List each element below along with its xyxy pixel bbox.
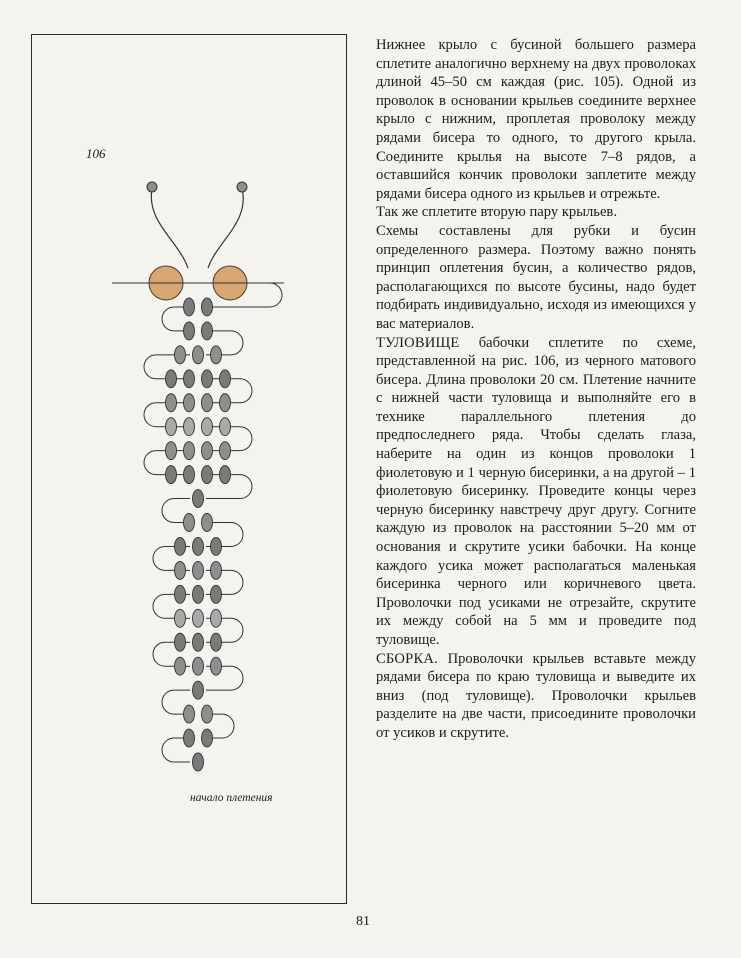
- bead: [202, 514, 213, 532]
- bead: [211, 346, 222, 364]
- bead: [193, 346, 204, 364]
- bead: [220, 394, 231, 412]
- bead: [220, 418, 231, 436]
- page-number: 81: [356, 914, 370, 929]
- bead: [175, 657, 186, 675]
- bead: [202, 705, 213, 723]
- paragraph: [376, 334, 696, 650]
- antenna-wire-left: [151, 188, 188, 268]
- antenna-tip-bead-left: [147, 182, 157, 192]
- bead: [193, 633, 204, 651]
- bead: [202, 394, 213, 412]
- bead: [184, 418, 195, 436]
- bead: [184, 370, 195, 388]
- section-heading: ТУЛОВИЩЕ: [376, 334, 460, 351]
- bead: [184, 705, 195, 723]
- paragraph: [376, 36, 696, 203]
- bead: [175, 346, 186, 364]
- bead: [202, 370, 213, 388]
- bead: [184, 729, 195, 747]
- bead: [184, 298, 195, 316]
- bead: [193, 561, 204, 579]
- paragraph-text: Проволочки крыльев вставьте между рядами бисера по краю туловища и выведите их вниз (под туловище). Проволочки крыльев разделите на две части, присоедините проволочки от усиков и скрутите.: [376, 650, 696, 741]
- bead: [211, 657, 222, 675]
- bead: [184, 514, 195, 532]
- bead: [202, 466, 213, 484]
- bead: [193, 537, 204, 555]
- antenna-wire-right: [208, 188, 243, 268]
- figure-number: 106: [86, 146, 106, 161]
- bead: [202, 418, 213, 436]
- bead: [211, 609, 222, 627]
- bead: [166, 442, 177, 460]
- figure-caption: начало плетения: [190, 792, 273, 804]
- paragraph-text: бабочки сплетите по схеме, представленной на рис. 106, из черного матового бисера. Длина проволоки 20 см. Плетение начните с нижней части туловища и выполняйте его в технике параллельного плетения до предпоследнего ряда. Чтобы сделать глаза, наберите на один из концов проволоки 1 фиолетовую и 1 черную бисеринки, а на другой – 1 фиолетовую бисеринку. Проведите концы через черную бисеринку навстречу друг другу. Согните каждую из проволок на расстоянии 5–20 мм от основания и скрутите усики бабочки. На конце каждого усика может располагаться маленькая бисеринка черного или коричневого цвета. Проволочки под усиками не отрезайте, скрутите их между собой на 5 мм и проведите под туловище.: [376, 334, 696, 648]
- bead: [175, 561, 186, 579]
- bead: [211, 537, 222, 555]
- bead: [193, 681, 204, 699]
- bead: [211, 561, 222, 579]
- bead: [193, 490, 204, 508]
- bead: [202, 729, 213, 747]
- bead: [166, 370, 177, 388]
- bead: [220, 466, 231, 484]
- bead: [166, 466, 177, 484]
- section-heading: СБОРКА.: [376, 650, 438, 667]
- bead: [202, 322, 213, 340]
- antenna-tip-bead-right: [237, 182, 247, 192]
- paragraph-text: Схемы составлены для рубки и бусин определенного размера. Поэтому важно понять принцип оплетения бусин, а количество рядов, располагающихся по высоте бусины, надо будет подбирать индивидуально, исходя из имеющихся у вас материалов.: [376, 222, 696, 332]
- bead: [166, 418, 177, 436]
- bead: [175, 609, 186, 627]
- bead: [202, 298, 213, 316]
- bead: [211, 633, 222, 651]
- paragraph: [376, 650, 696, 743]
- bead: [184, 394, 195, 412]
- paragraph: [376, 203, 696, 222]
- bead: [166, 394, 177, 412]
- bead: [193, 609, 204, 627]
- bead: [211, 585, 222, 603]
- bead: [202, 442, 213, 460]
- bead: [184, 322, 195, 340]
- bead: [184, 442, 195, 460]
- bead: [184, 466, 195, 484]
- bead: [193, 585, 204, 603]
- bead: [220, 442, 231, 460]
- bead: [193, 753, 204, 771]
- bead: [220, 370, 231, 388]
- paragraph-text: Нижнее крыло с бусиной большего размера сплетите аналогично верхнему на двух проволоках длиной 45–50 см каждая (рис. 105). Одной из проволок в основании крыльев соедините верхнее крыло с нижним, проплетая проволоку между рядами бисера то одного, то другого крыла. Соедините крылья на высоте 7–8 рядов, а оставшийся кончик проволоки заплетите между рядами бисера одного из крыльев и отрежьте.: [376, 37, 696, 202]
- paragraph-text: Так же сплетите вторую пару крыльев.: [376, 204, 617, 221]
- bead: [175, 633, 186, 651]
- text-column: [376, 36, 696, 743]
- bead: [175, 585, 186, 603]
- bead: [193, 657, 204, 675]
- paragraph: [376, 222, 696, 334]
- bead: [175, 537, 186, 555]
